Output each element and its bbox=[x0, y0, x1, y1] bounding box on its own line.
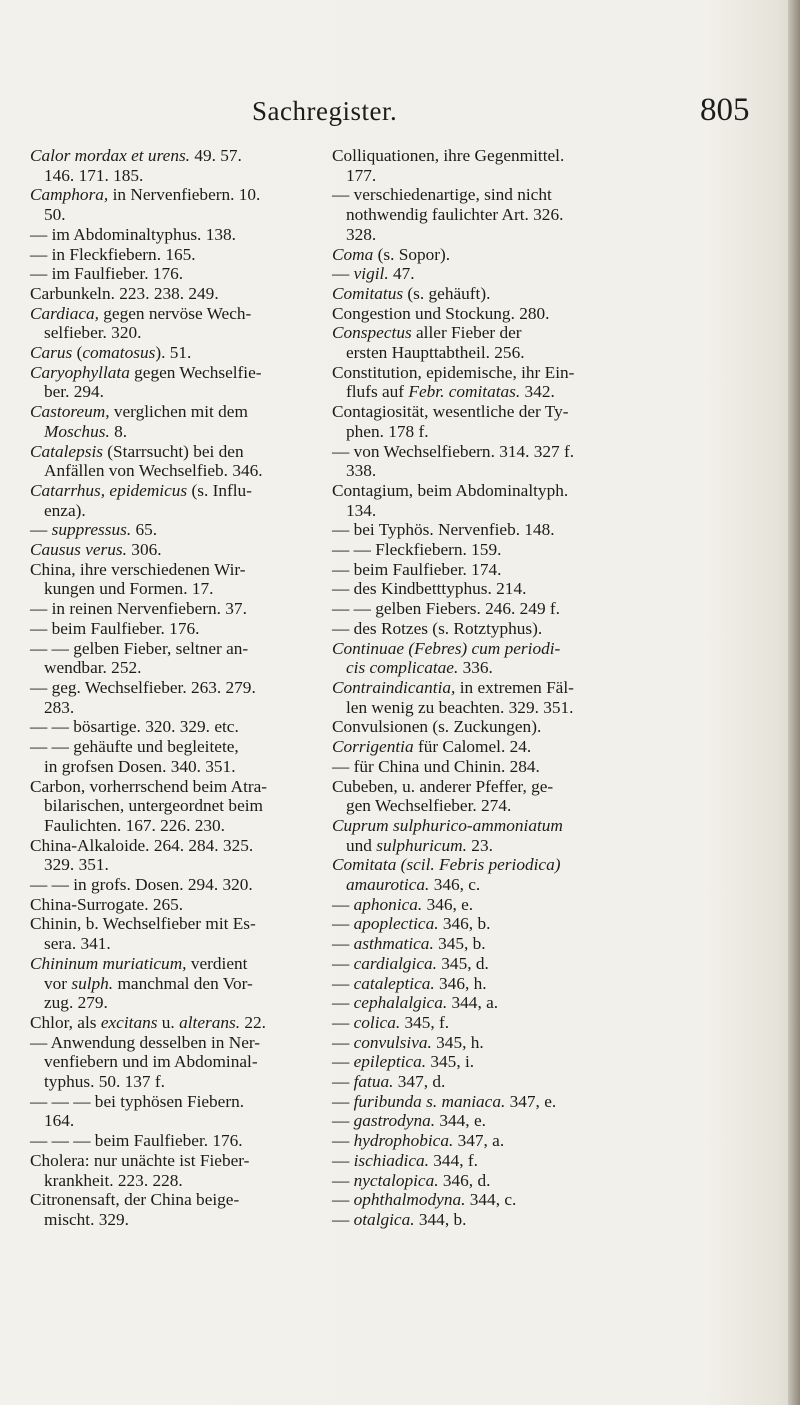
index-line bbox=[30, 777, 330, 797]
index-text: — bei Typhös. Nervenfieb. 148. bbox=[332, 520, 555, 540]
index-line bbox=[30, 461, 330, 481]
index-term: hydrophobica. bbox=[353, 1131, 454, 1151]
index-line bbox=[332, 895, 632, 915]
index-line bbox=[30, 1131, 330, 1151]
index-line bbox=[30, 579, 330, 599]
index-line bbox=[30, 225, 330, 245]
index-term: colica. bbox=[353, 1012, 401, 1032]
index-line bbox=[332, 796, 632, 816]
index-text: 338. bbox=[346, 461, 377, 481]
index-text: — in Fleckfiebern. 165. bbox=[30, 244, 196, 264]
index-term: Caryophyllata bbox=[30, 362, 130, 382]
index-line bbox=[30, 934, 330, 954]
index-text: venfiebern und im Abdominal- bbox=[44, 1052, 258, 1072]
index-text: — — in grofs. Dosen. 294. 320. bbox=[30, 875, 253, 895]
index-line bbox=[30, 1111, 330, 1131]
index-line bbox=[332, 993, 632, 1013]
index-text: — bbox=[332, 1091, 354, 1111]
index-line bbox=[332, 520, 632, 540]
index-line bbox=[332, 914, 632, 934]
index-text: enza). bbox=[44, 500, 86, 520]
index-line bbox=[30, 1210, 330, 1230]
index-term: cephalalgica. bbox=[353, 993, 448, 1013]
index-line bbox=[30, 737, 330, 757]
index-line bbox=[332, 343, 632, 363]
index-line bbox=[30, 757, 330, 777]
index-text: 22. bbox=[240, 1012, 266, 1032]
index-text: China-Alkaloide. 264. 284. 325. bbox=[30, 835, 254, 855]
index-text: — von Wechselfiebern. 314. 327 f. bbox=[332, 441, 575, 461]
index-line bbox=[332, 934, 632, 954]
index-text: — bbox=[332, 1131, 354, 1151]
index-text: Citronensaft, der China beige- bbox=[30, 1190, 240, 1210]
index-term: asthmatica. bbox=[353, 934, 434, 954]
index-text: 65. bbox=[131, 520, 158, 540]
index-line bbox=[332, 560, 632, 580]
index-line bbox=[332, 1072, 632, 1092]
index-text: Contagium, beim Abdominaltyph. bbox=[332, 480, 569, 500]
index-text: kungen und Formen. 17. bbox=[44, 579, 214, 599]
running-title: Sachregister. bbox=[252, 96, 398, 126]
index-line bbox=[332, 777, 632, 797]
index-text: — bbox=[332, 1190, 354, 1210]
index-line bbox=[332, 382, 632, 402]
index-text: krankheit. 223. 228. bbox=[44, 1170, 183, 1190]
index-text: Carbunkeln. 223. 238. 249. bbox=[30, 283, 219, 303]
index-line bbox=[30, 304, 330, 324]
index-term: ophthalmodyna. bbox=[353, 1190, 466, 1210]
index-text: typhus. 50. 137 f. bbox=[44, 1072, 165, 1092]
index-line bbox=[332, 816, 632, 836]
index-line bbox=[332, 1131, 632, 1151]
index-term: fatua. bbox=[353, 1072, 394, 1092]
index-line bbox=[332, 402, 632, 422]
index-term: sulph. bbox=[71, 973, 114, 993]
index-line bbox=[332, 658, 632, 678]
index-text: aller Fieber der bbox=[411, 323, 522, 343]
index-text: ( bbox=[72, 343, 83, 363]
index-text: Congestion und Stockung. 280. bbox=[332, 303, 550, 323]
index-line bbox=[332, 264, 632, 284]
index-text: Contagiosität, wesentliche der Ty- bbox=[332, 402, 569, 422]
index-text: — bbox=[332, 1032, 354, 1052]
index-text: gegen Wechselfie- bbox=[129, 362, 262, 382]
index-line bbox=[30, 619, 330, 639]
index-text: — — Fleckfiebern. 159. bbox=[332, 540, 502, 560]
index-text: (s. Influ- bbox=[187, 480, 252, 500]
index-term: Cardiaca, bbox=[30, 303, 99, 323]
index-line bbox=[332, 501, 632, 521]
index-term: vigil. bbox=[353, 264, 389, 284]
index-text: manchmal den Vor- bbox=[113, 973, 253, 993]
index-text: — verschiedenartige, sind nicht bbox=[332, 185, 552, 205]
index-term: gastrodyna. bbox=[353, 1111, 436, 1131]
index-column-right bbox=[332, 146, 632, 1230]
index-text: — bbox=[30, 520, 52, 540]
index-line bbox=[30, 323, 330, 343]
index-text: 345, h. bbox=[431, 1032, 484, 1052]
index-line bbox=[30, 382, 330, 402]
index-text: 134. bbox=[346, 500, 377, 520]
index-line bbox=[30, 816, 330, 836]
index-text: — bbox=[332, 953, 354, 973]
index-text: 344, f. bbox=[428, 1150, 478, 1170]
index-term: amaurotica. bbox=[346, 875, 430, 895]
index-text: China-Surrogate. 265. bbox=[30, 894, 184, 914]
index-line bbox=[332, 1111, 632, 1131]
index-text: — — gelben Fiebers. 246. 249 f. bbox=[332, 599, 560, 619]
index-line bbox=[30, 185, 330, 205]
index-text: — — gehäufte und begleitete, bbox=[30, 737, 239, 757]
index-text: selfieber. 320. bbox=[44, 323, 142, 343]
index-text: Chlor, als bbox=[30, 1012, 101, 1032]
index-text: — im Abdominaltyphus. 138. bbox=[30, 224, 236, 244]
index-text: — des Kindbetttyphus. 214. bbox=[332, 579, 527, 599]
page-edge bbox=[788, 0, 800, 1405]
index-text: — geg. Wechselfieber. 263. 279. bbox=[30, 677, 256, 697]
index-text: zug. 279. bbox=[44, 993, 108, 1013]
index-line bbox=[332, 737, 632, 757]
index-line bbox=[30, 343, 330, 363]
index-line bbox=[30, 954, 330, 974]
index-text: — bbox=[332, 264, 354, 284]
index-text: 345, f. bbox=[400, 1012, 450, 1032]
index-term: Castoreum, bbox=[30, 402, 110, 422]
index-text: in extremen Fäl- bbox=[455, 677, 574, 697]
index-text: — bbox=[332, 1150, 354, 1170]
index-text: Constitution, epidemische, ihr Ein- bbox=[332, 362, 575, 382]
index-line bbox=[30, 205, 330, 225]
index-line bbox=[332, 1210, 632, 1230]
index-line bbox=[332, 442, 632, 462]
index-line bbox=[30, 895, 330, 915]
index-text: — bbox=[332, 1209, 354, 1229]
index-term: otalgica. bbox=[353, 1209, 415, 1229]
index-term: Catalepsis bbox=[30, 441, 103, 461]
index-text: — bbox=[332, 914, 354, 934]
index-text: — bbox=[332, 1052, 354, 1072]
index-term: Carus bbox=[30, 343, 73, 363]
index-text: China, ihre verschiedenen Wir- bbox=[30, 559, 246, 579]
index-text: (s. Sopor). bbox=[373, 244, 451, 264]
index-line bbox=[30, 245, 330, 265]
index-line bbox=[30, 520, 330, 540]
index-text: 23. bbox=[466, 835, 493, 855]
index-line bbox=[30, 146, 330, 166]
index-line bbox=[332, 579, 632, 599]
index-term: Corrigentia bbox=[332, 737, 414, 757]
index-text: u. bbox=[157, 1012, 180, 1032]
index-line bbox=[332, 1092, 632, 1112]
index-term: excitans bbox=[100, 1012, 158, 1032]
index-line bbox=[332, 717, 632, 737]
index-line bbox=[30, 422, 330, 442]
index-line bbox=[30, 264, 330, 284]
index-line bbox=[30, 442, 330, 462]
index-term: Moschus. bbox=[44, 421, 110, 441]
index-term: Coma bbox=[332, 244, 374, 264]
index-text: und bbox=[346, 835, 377, 855]
index-line bbox=[332, 422, 632, 442]
index-term: comatosus bbox=[82, 343, 156, 363]
index-text: 177. bbox=[346, 165, 377, 185]
index-text: — für China und Chinin. 284. bbox=[332, 756, 540, 776]
index-line bbox=[30, 1052, 330, 1072]
index-line bbox=[30, 698, 330, 718]
index-text: Colliquationen, ihre Gegenmittel. bbox=[332, 146, 565, 165]
index-text: 346, e. bbox=[422, 894, 474, 914]
index-text: len wenig zu beachten. 329. 351. bbox=[346, 697, 574, 717]
index-text: — bbox=[332, 1072, 354, 1092]
index-text: mischt. 329. bbox=[44, 1209, 129, 1229]
index-line bbox=[332, 304, 632, 324]
index-line bbox=[30, 402, 330, 422]
index-line bbox=[30, 284, 330, 304]
index-text: in Nervenfiebern. 10. bbox=[108, 185, 261, 205]
index-text: 164. bbox=[44, 1111, 75, 1131]
index-text: 347, e. bbox=[505, 1091, 557, 1111]
index-text: verdient bbox=[186, 953, 248, 973]
index-term: sulphuricum. bbox=[376, 835, 467, 855]
index-line bbox=[30, 993, 330, 1013]
index-text: — bbox=[332, 1170, 354, 1190]
index-term: aphonica. bbox=[353, 894, 423, 914]
index-text: gegen nervöse Wech- bbox=[98, 303, 252, 323]
index-line bbox=[332, 855, 632, 875]
page-number: 805 bbox=[700, 92, 750, 128]
index-term: Camphora, bbox=[30, 185, 109, 205]
index-text: verglichen mit dem bbox=[109, 402, 248, 422]
index-text: 306. bbox=[126, 540, 162, 560]
index-line bbox=[30, 1151, 330, 1171]
index-line bbox=[332, 1013, 632, 1033]
index-line bbox=[332, 954, 632, 974]
index-text: Convulsionen (s. Zuckungen). bbox=[332, 717, 542, 737]
index-text: — bbox=[332, 973, 354, 993]
index-line bbox=[332, 639, 632, 659]
index-term: Comitatus bbox=[332, 283, 404, 303]
index-text: sera. 341. bbox=[44, 934, 111, 954]
index-line bbox=[30, 974, 330, 994]
index-text: 347, d. bbox=[393, 1072, 446, 1092]
index-line bbox=[332, 363, 632, 383]
index-term: Chininum muriaticum, bbox=[30, 953, 187, 973]
index-text: 344, c. bbox=[465, 1190, 517, 1210]
index-line bbox=[332, 698, 632, 718]
index-term: nyctalopica. bbox=[353, 1170, 439, 1190]
index-text: vor bbox=[44, 973, 72, 993]
index-line bbox=[30, 639, 330, 659]
index-line bbox=[332, 599, 632, 619]
index-line bbox=[30, 875, 330, 895]
index-text: — — — beim Faulfieber. 176. bbox=[30, 1131, 243, 1151]
index-line bbox=[30, 658, 330, 678]
index-text: in grofsen Dosen. 340. 351. bbox=[44, 756, 236, 776]
index-text: wendbar. 252. bbox=[44, 658, 142, 678]
index-text: — Anwendung desselben in Ner- bbox=[30, 1032, 261, 1052]
index-term: alterans. bbox=[179, 1012, 241, 1032]
index-line bbox=[30, 501, 330, 521]
index-line bbox=[30, 855, 330, 875]
index-line bbox=[30, 166, 330, 186]
index-text: 283. bbox=[44, 697, 75, 717]
index-text: flufs auf bbox=[346, 382, 409, 402]
index-term: Contraindicantia, bbox=[332, 677, 456, 697]
index-line bbox=[332, 166, 632, 186]
index-line bbox=[30, 1190, 330, 1210]
index-text: — des Rotzes (s. Rotztyphus). bbox=[332, 618, 543, 638]
index-line bbox=[30, 599, 330, 619]
index-text: 49. 57. bbox=[190, 146, 242, 165]
index-text: Carbon, vorherrschend beim Atra- bbox=[30, 776, 268, 796]
index-text: nothwendig faulichter Art. 326. bbox=[346, 205, 564, 225]
index-line bbox=[332, 1171, 632, 1191]
index-term: Continuae (Febres) cum periodi- bbox=[332, 638, 561, 658]
index-text: 347, a. bbox=[453, 1131, 505, 1151]
index-text: 344, e. bbox=[435, 1111, 486, 1131]
index-text: ersten Haupttabtheil. 256. bbox=[346, 343, 525, 363]
index-term: cardialgica. bbox=[353, 953, 437, 973]
index-text: ). 51. bbox=[155, 343, 192, 363]
index-text: — bbox=[332, 1012, 354, 1032]
index-text: 346, b. bbox=[438, 914, 491, 934]
index-text: bilarischen, untergeordnet beim bbox=[44, 796, 263, 816]
index-line bbox=[332, 461, 632, 481]
index-line bbox=[332, 146, 632, 166]
index-line bbox=[332, 540, 632, 560]
index-line bbox=[30, 717, 330, 737]
index-line bbox=[332, 757, 632, 777]
index-text: 344, a. bbox=[447, 993, 499, 1013]
index-text: Faulichten. 167. 226. 230. bbox=[44, 815, 225, 835]
index-text: 342. bbox=[520, 382, 555, 402]
index-term: epileptica. bbox=[353, 1052, 427, 1072]
index-term: ischiadica. bbox=[353, 1150, 429, 1170]
index-term: convulsiva. bbox=[353, 1032, 432, 1052]
index-line bbox=[332, 619, 632, 639]
index-text: ber. 294. bbox=[44, 382, 104, 402]
index-text: Cubeben, u. anderer Pfeffer, ge- bbox=[332, 776, 554, 796]
index-term: Cuprum sulphurico-ammoniatum bbox=[332, 815, 563, 835]
index-text: gen Wechselfieber. 274. bbox=[346, 796, 512, 816]
index-text: — im Faulfieber. 176. bbox=[30, 264, 184, 284]
index-text: 346, d. bbox=[438, 1170, 491, 1190]
index-text: 329. 351. bbox=[44, 855, 109, 875]
index-line bbox=[332, 481, 632, 501]
index-term: suppressus. bbox=[51, 520, 132, 540]
index-line bbox=[332, 284, 632, 304]
index-text: 346, h. bbox=[434, 973, 487, 993]
index-text: — — — bei typhösen Fiebern. bbox=[30, 1091, 245, 1111]
index-text: 47. bbox=[388, 264, 415, 284]
index-line bbox=[30, 1033, 330, 1053]
index-term: Conspectus bbox=[332, 323, 412, 343]
index-text: — in reinen Nervenfiebern. 37. bbox=[30, 599, 247, 619]
index-line bbox=[30, 796, 330, 816]
index-line bbox=[332, 225, 632, 245]
index-text: — — gelben Fieber, seltner an- bbox=[30, 638, 249, 658]
index-text: 345, b. bbox=[433, 934, 486, 954]
index-line bbox=[30, 363, 330, 383]
index-text: 8. bbox=[109, 421, 128, 441]
index-line bbox=[332, 245, 632, 265]
index-line bbox=[30, 1171, 330, 1191]
index-line bbox=[332, 205, 632, 225]
index-text: Cholera: nur unächte ist Fieber- bbox=[30, 1150, 250, 1170]
index-term: Comitata (scil. Febris periodica) bbox=[332, 855, 561, 875]
index-line bbox=[30, 836, 330, 856]
index-text: — beim Faulfieber. 176. bbox=[30, 618, 200, 638]
index-term: cataleptica. bbox=[353, 973, 435, 993]
index-text: 146. 171. 185. bbox=[44, 165, 144, 185]
index-line bbox=[30, 1092, 330, 1112]
index-line bbox=[30, 560, 330, 580]
index-line bbox=[332, 1151, 632, 1171]
index-text: 345, d. bbox=[436, 953, 489, 973]
index-text: phen. 178 f. bbox=[346, 421, 429, 441]
index-text: 344, b. bbox=[414, 1209, 467, 1229]
index-term: Causus verus. bbox=[30, 540, 127, 560]
index-text: — bbox=[332, 894, 354, 914]
index-line bbox=[30, 481, 330, 501]
index-text: 345, i. bbox=[426, 1052, 475, 1072]
index-text: — bbox=[332, 993, 354, 1013]
index-term: Febr. comitatas. bbox=[408, 382, 521, 402]
index-text: (Starrsucht) bei den bbox=[102, 441, 244, 461]
index-term: Calor mordax et urens. bbox=[30, 146, 191, 165]
index-column-left bbox=[30, 146, 330, 1230]
index-line bbox=[332, 1052, 632, 1072]
index-line bbox=[332, 678, 632, 698]
index-term: cis complicatae. bbox=[346, 658, 459, 678]
index-term: Catarrhus, epidemicus bbox=[30, 480, 188, 500]
index-text: Chinin, b. Wechselfieber mit Es- bbox=[30, 914, 256, 934]
index-line bbox=[30, 678, 330, 698]
index-text: — — bösartige. 320. 329. etc. bbox=[30, 717, 239, 737]
index-line bbox=[332, 875, 632, 895]
index-text: (s. gehäuft). bbox=[403, 283, 491, 303]
index-line bbox=[332, 323, 632, 343]
index-text: 336. bbox=[458, 658, 493, 678]
page-header bbox=[0, 92, 800, 136]
index-line bbox=[332, 1190, 632, 1210]
index-text: — bbox=[332, 934, 354, 954]
index-line bbox=[30, 1072, 330, 1092]
index-term: furibunda s. maniaca. bbox=[353, 1091, 506, 1111]
index-line bbox=[30, 914, 330, 934]
index-text: 328. bbox=[346, 224, 377, 244]
index-text: für Calomel. 24. bbox=[413, 737, 532, 757]
index-text: — bbox=[332, 1111, 354, 1131]
index-term: apoplectica. bbox=[353, 914, 439, 934]
index-line bbox=[332, 836, 632, 856]
index-line bbox=[30, 540, 330, 560]
index-text: 50. bbox=[44, 205, 66, 225]
index-text: 346, c. bbox=[429, 875, 481, 895]
index-line bbox=[332, 185, 632, 205]
index-line bbox=[332, 1033, 632, 1053]
index-line bbox=[30, 1013, 330, 1033]
index-text: — beim Faulfieber. 174. bbox=[332, 559, 502, 579]
index-text: Anfällen von Wechselfieb. 346. bbox=[44, 461, 263, 481]
index-line bbox=[332, 974, 632, 994]
